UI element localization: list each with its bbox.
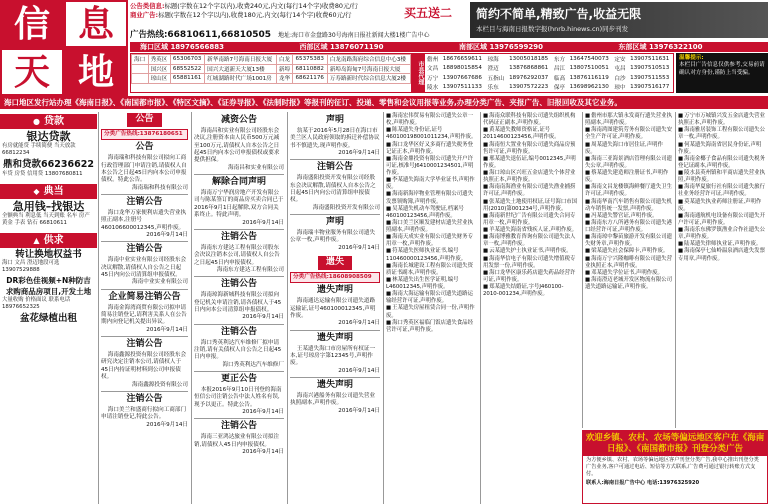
notice-item: 更正公告 本报2016年9月10日刊登的海南恒信公司注销公告中法人姓名有误,现予以更正。特此公告。 2016年9月14日 xyxy=(194,374,284,415)
table-row: 文昌 18898015854 澄迈 13876868861 昌江 13807510051 屯昌 13907510513 xyxy=(427,65,670,73)
notice-item: 声明 翁某于2016年5月28日在海口市美兰区人民政府领取的拆迁补偿协议书不慎遗失,现声明作废。 2016年9月14日 xyxy=(290,115,380,156)
ad-headline: 盆花绿植出租 xyxy=(19,312,77,324)
notice-item: 公告 海南瑞和科技有限公司拟向工商行政管理部门申请注销,请债权人自本公告之日起45日内向本公司申报债权。特此公告。 海南瑞和科技有限公司 xyxy=(101,142,188,191)
list-item: ■ 梁某遗失社会保障卡,声明作废。 xyxy=(585,248,672,255)
list-item: ■ 海南长城建设工程有限公司遗失资质证书副本,声明作废。 xyxy=(386,263,477,277)
lost-list-column-6 xyxy=(582,112,674,428)
coin-icon: ● xyxy=(33,117,40,126)
list-item: ■ 海南文昌龙楼镇海鲜餐厅遗失卫生许可证,声明作废。 xyxy=(585,184,672,198)
list-item: ■ 吴某遗失机动车驾驶证,档案号460100123456,声明作废。 xyxy=(386,206,477,220)
ad-headline: 转让换地权益书 xyxy=(15,248,82,260)
region-item: 西部区域 13876071190 xyxy=(299,43,384,51)
table-row: 琼山区 65881161 红城湖路时代广场1001房 龙华 68621176 万寿路新时代综合信息大厦2楼 xyxy=(132,74,411,84)
list-item: ■ 莫某遗失执业药师注册证,声明作废。 xyxy=(678,199,766,213)
county-agent-table xyxy=(412,53,674,93)
notice-item: 注销公告 海南中业实业有限公司经股东会决议解散,请债权人自公告之日起45日内向公司清算组申报债权。 海南中业实业有限公司 xyxy=(101,244,188,286)
list-item: ■ 海口琼山区兴旺五金店遗失个体营业执照正本,声明作废。 xyxy=(483,170,579,184)
category-supply: ▲ 供求 xyxy=(0,233,97,248)
notice-item: 遗失声明 海南通达运输有限公司遗失道路运输证,证号460100012345,声明作废。 2016年9月14日 xyxy=(290,285,380,327)
list-item: ■ 海南博雅教育咨询有限公司遗失法人章一枚,声明作废。 xyxy=(483,234,579,248)
pricing-row: 商业广告:标题(字数在12个字以内),收费180元,内文(每行14个字)收费60元/行 xyxy=(130,10,352,19)
table-row: 国兴区 68552522 国兴大道新天大厦13楼 新埠 68110882 新埠岛海甸7号海南日报大厦 xyxy=(132,64,411,74)
ad-headline: 鼎和贷款66236622 xyxy=(3,159,94,171)
list-item: ■ 海南众联科技有限公司遗失组织机构代码证正副本,声明作废。 xyxy=(483,113,579,127)
area-office-table xyxy=(130,53,412,93)
list-item: ■ 海南三亚海景酒店管理有限公司遗失公章,声明作废。 xyxy=(585,156,672,170)
banner-title: 简约不简单,精致广告,收益无限 xyxy=(476,7,642,21)
notice-item: 遗失声明 王某遗失海口市房屋所有权证一本,证号琼房字第12345号,声明作废。 2016年9月14日 xyxy=(290,332,380,374)
ad-text: 有房就能贷 手续简便 当天放款 66812234 xyxy=(2,143,76,157)
hotline-label: 广告热线: xyxy=(130,30,168,40)
lost-list-column-7 xyxy=(675,112,768,428)
category-pawn: ◆ 典当 xyxy=(0,184,97,199)
list-item: ■ 陈某遗失身份证,证号460100198001011234,声明作废。 xyxy=(386,127,477,141)
promo-text: 买五送二 xyxy=(403,6,452,20)
table-row: 海口 秀英区 65306703 新华南路7号海南日报大厦 白龙 65375383 白龙南路海府综合信息中心3楼 xyxy=(132,55,411,65)
list-item: ■ 海南新海岸物业管理有限公司遗失发票领购簿,声明作废。 xyxy=(386,191,477,205)
list-item: ■ 海南恒大置业有限公司遗失商品房预售许可证,声明作废。 xyxy=(483,142,579,156)
ad-headline: 求购商品房项目,开发土地 xyxy=(5,287,92,297)
list-item: ■ 海南金椰子食品有限公司遗失税务登记证副本,声明作废。 xyxy=(678,156,766,170)
slogan-banner xyxy=(470,2,768,38)
pawn-icon: ◆ xyxy=(33,186,40,196)
reminder-text: 本栏目广告信息仅供参考,交易前请确认对方身份,谨防上当受骗。 xyxy=(679,62,765,76)
promo-contact: 联系人:海南日报广告中心 电话:13976325920 xyxy=(586,479,700,486)
notice-item: 企业简易注销公告 海南金海湾商贸有限公司拟申请简易注销登记,请利害关系人在公告期内向登记机关提出异议。 2016年9月14日 xyxy=(101,291,188,333)
reminder-box xyxy=(676,53,768,93)
masthead-logo xyxy=(0,0,128,96)
notice-item: 注销公告 海口美兰和盛商行拟向工商部门申请注销登记,特此公告。 2016年9月14日 xyxy=(101,393,188,428)
promo-title: 欢迎乡镇、农村、农场等偏远地区客户在《海南日报》、《南国都市报》刊登分类广告 xyxy=(583,431,767,456)
pricing-row: 公告类信息:标题(字数在12个字以内),收费240元,内文(每行14个字)收费80元/行 xyxy=(130,2,358,10)
notice-column-2 xyxy=(191,112,286,504)
banner-subtitle: 本栏目与海南日报数字报(hnrb.hinews.cn)同步刊发 xyxy=(476,25,629,33)
list-item: ■ 符某遗失医师执业证书,编号110460000123456,声明作废。 xyxy=(386,248,477,262)
left-ad-column xyxy=(0,112,97,504)
list-item: ■ 海南乐东佛罗镇渔业合作社遗失公章,声明作废。 xyxy=(678,227,766,241)
list-item: ■ 云某遗失护士执业证书,声明作废。 xyxy=(483,248,579,255)
list-item: ■ 邓某遗失学位证书,声明作废。 xyxy=(585,270,672,277)
list-item: ■ 王某遗失房屋租赁合同一份,声明作废。 xyxy=(386,305,477,319)
list-item: ■ 海南澄迈老城开发区物流有限公司遗失道路运输证,声明作废。 xyxy=(585,277,672,291)
region-item: 海口区域 18976566883 xyxy=(140,43,225,51)
notice-item: 遗失声明 海南兴港船务有限公司遗失营业执照副本,声明作废。 2016年9月14日 xyxy=(290,380,380,414)
hotline-numbers: 66810611,66810505 xyxy=(167,30,272,40)
notice-item: 声明 海南瑞丰物业服务有限公司遗失公章一枚,声明作废。 2016年9月14日 xyxy=(290,217,380,251)
notice-item: 注销公告 海南东方建达工程有限公司股东会决议注销本公司,请债权人自公告之日起45日内申报债权。 海南东方建达工程有限公司 xyxy=(194,231,284,273)
logo-char: 天 xyxy=(0,48,64,96)
list-item: ■ 林某遗失出生医学证明,编号L460012345,声明作废。 xyxy=(386,277,477,291)
notice-column-1 xyxy=(98,112,190,504)
list-item: ■ 海南通航机电设备有限公司遗失开户许可证,声明作废。 xyxy=(678,213,766,227)
notice-item: 减资公告 海南昌和实业有限公司经股东会决议,注册资本由人民币500万元减至100万元,请债权人自本公告之日起45日内向本公司申报债权或要求提供担保。 海南昌和实业有限公司 xyxy=(194,115,284,171)
notice-item: 注销公告 海口龙华万家便利店遗失营业执照正副本,注册号460106600012345,声明作废。 2016年9月14日 xyxy=(101,197,188,238)
list-item: ■ 海南宏伟贸易有限公司遗失公章一枚,声明作废。 xyxy=(386,113,477,127)
pricing-info xyxy=(130,2,420,28)
region-item: 东部区域 13976322100 xyxy=(618,43,703,51)
list-item: ■ 周某遗失海口市居住证,声明作废。 xyxy=(585,142,672,156)
lost-list-column-5 xyxy=(480,112,581,504)
list-item: ■ 海南大海运输有限公司遗失道路运输经营许可证,声明作废。 xyxy=(386,291,477,305)
classified-hotline: 分类广告热线:18608908509 xyxy=(290,272,380,283)
list-item: ■ 海口龙华区康乐药店遗失药品经营许可证,声明作废。 xyxy=(483,270,579,284)
list-item: ■ 邢某遗失退伍证,编号0012345,声明作废。 xyxy=(483,156,579,170)
ad-text: 全额典当 利息低 当天到账 名车 房产 黄金 手表 钻石 66810611 xyxy=(2,212,90,226)
list-item: ■ 儋州市那大镇永发商行遗失营业执照副本,声明作废。 xyxy=(585,113,672,127)
ad-hotline xyxy=(130,28,470,40)
list-item: ■ 海南新世纪广告有限公司遗失合同专用章一枚,声明作废。 xyxy=(483,213,579,227)
table-row: 陵水 13907511133 乐东 13907572223 保亭 13698962130 琼中 13907516177 xyxy=(427,84,670,92)
list-item: ■ 李某遗失海南大学毕业证书,声明作废。 xyxy=(386,177,477,191)
logo-char: 地 xyxy=(64,48,128,96)
list-item: ■ 陆某遗失律师执业证,声明作废。 xyxy=(678,241,766,248)
list-item: ■ 海南天成实业有限公司遗失财务专用章一枚,声明作废。 xyxy=(386,234,477,248)
ad-text: 海口 文昌 澄迈地段可选 13907529888 xyxy=(2,260,60,274)
ad-headline: DR彩色佳视频+N种防吉 xyxy=(6,276,91,286)
list-item: ■ 何某遗失海南省居民身份证,声明作废。 xyxy=(678,142,766,156)
ad-headline: 银达贷款 xyxy=(26,130,71,143)
logo-char: 信 xyxy=(0,0,64,48)
list-item: ■ 蔡某遗失建造师注册证书,声明作废。 xyxy=(585,170,672,184)
list-item: ■ 海口秀英区福临门饭店遗失食品经营许可证,声明作废。 xyxy=(386,320,477,334)
category-lost: 遗失 xyxy=(318,256,352,270)
table-row: 儋州 18676659611 琼海 13005018185 东方 13647540073 定安 13907511631 xyxy=(427,55,670,63)
county-agent-label: 市县代理 xyxy=(413,54,425,92)
list-item: ■ 海南东方八所港务有限公司遗失港口经营许可证,声明作废。 xyxy=(585,220,672,234)
table-row: 万宁 13907667686 五指山 18976292037 临高 13876116119 白沙 13907511553 xyxy=(427,74,670,82)
lost-list-column-4 xyxy=(383,112,479,504)
list-item: ■ 郑某遗失结婚证,字号J460100-2010-001234,声明作废。 xyxy=(483,284,579,298)
list-item: ■ 海南金鼎投资有限公司遗失开户许可证,核准号J6410001234501,声明作废。 xyxy=(386,156,477,177)
region-item: 南部区域 13976599290 xyxy=(459,43,544,51)
list-item: ■ 海南华夏旅行社有限公司遗失旅行社业务经营许可证,声明作废。 xyxy=(678,184,766,198)
ad-headline: 急用钱–找银达 xyxy=(12,199,85,213)
notice-column-3 xyxy=(287,112,382,504)
tag-icon: ▲ xyxy=(33,235,40,245)
list-item: ■ 黄某遗失教师资格证,证号20114600123456,声明作废。 xyxy=(483,127,579,141)
region-bar xyxy=(130,42,768,52)
service-scope-bar: 海口地区发行站办理《海南日报》、《南国都市报》、《特区文摘》、《证券导报》、《法制时报》等报刊的征订、投递、零售和会议用报等业务,办理分类广告、夹报广告、旧报回收及其它业务。 xyxy=(0,96,768,109)
list-item: ■ 海南万宁兴隆咖啡有限公司遗失营业执照正本,声明作废。 xyxy=(585,256,672,270)
ad-text: 大量收购 价格面议 联系电话 18976652325 xyxy=(2,296,71,310)
reminder-title: 温馨提示: xyxy=(679,55,704,61)
list-item: ■ 海南南海渔业有限公司遗失渔业捕捞许可证,声明作废。 xyxy=(483,184,579,198)
list-item: ■ 张某遗失土地使用权证,证号海口市国用(2010)第001234号,声明作废。 xyxy=(483,199,579,213)
notice-item: 注销公告 海口秀英利达汽车维修厂拟申请注销,请有关债权人自公告之日起45日内申报。 海口秀英利达汽车维修厂 xyxy=(194,326,284,368)
notice-item: 解除合同声明 海南万宁华润房地产开发有限公司与陈某签订的商品房买卖合同已于2016年9月1日起解除,双方合同关系终止。特此声明。 2016年9月14日 xyxy=(194,177,284,226)
notice-item: 注销公告 海南鑫源投资有限公司经股东会研究决定注销本公司,请债权人于45日内持证明材料到公司申报债权。 海南鑫源投资有限公司 xyxy=(101,339,188,388)
logo-char: 息 xyxy=(64,0,128,48)
list-item: ■ 海南琼中黎苗旅游开发有限公司遗失财务章,声明作废。 xyxy=(585,234,672,248)
ad-text: 车贷 房贷 信用贷 13807680811 xyxy=(2,170,83,177)
rural-ad-promo-box xyxy=(582,430,768,504)
list-item: ■ 海口美兰区顺发建材店遗失营业执照副本,声明作废。 xyxy=(386,220,477,234)
notice-item: 注销公告 海南三亚鸿达旅业有限公司拟注销,请债权人45日内申报债权。 2016年9月14日 xyxy=(194,421,284,455)
category-notice: 公告 xyxy=(127,113,161,127)
list-item: ■ 海南华南汽车销售有限公司遗失机动车销售统一发票,声明作废。 xyxy=(585,199,672,213)
list-item: ■ 海口龙华区好又多商行遗失税务登记证正本,声明作废。 xyxy=(386,142,477,156)
notice-item: 注销公告 海南盛阳投资开发有限公司经股东会决议解散,请债权人自本公告之日起45日内向公司清算组申报债权。 海南盛阳投资开发有限公司 xyxy=(290,162,380,211)
promo-body: 为方便乡镇、农村、农场等偏远地区客户刊登分类广告,我中心推出刊登分类广告业务,客户可通过电话、短信等方式联系,广告费可通过银行转账方式支付。 xyxy=(586,457,759,477)
list-item: ■ 海南雅居装饰工程有限公司遗失公章一枚,声明作废。 xyxy=(678,127,766,141)
category-loan: ● 贷款 xyxy=(0,114,97,129)
list-item: ■ 冯某遗失警官证,声明作废。 xyxy=(585,213,672,220)
classified-hotline: 分类广告热线:13876180651 xyxy=(101,129,188,140)
address-text: 地址:海口市金盘路30号海南日报社新闻大楼1楼广告中心 xyxy=(278,32,430,39)
list-item: ■ 万宁市万城镇兴发五金店遗失营业执照正本,声明作废。 xyxy=(678,113,766,127)
list-item: ■ 陵水县英州镇和平商店遗失营业执照,声明作废。 xyxy=(678,170,766,184)
notice-item: 注销公告 海南琼海新城科技有限公司拟向登记机关申请注销,请各债权人于45日内向本公司清算组申报债权。 2016年9月14日 xyxy=(194,279,284,321)
list-item: ■ 羊某遗失海南省残疾人证,声明作废。 xyxy=(483,227,579,234)
list-item: ■ 海南鸿图建筑劳务有限公司遗失安全生产许可证,声明作废。 xyxy=(585,127,672,141)
list-item: ■ 海南保亭七仙岭温泉酒店遗失发票专用章,声明作废。 xyxy=(678,248,766,262)
list-item: ■ 海南华信电子有限公司遗失增值税专用发票一份,声明作废。 xyxy=(483,256,579,270)
